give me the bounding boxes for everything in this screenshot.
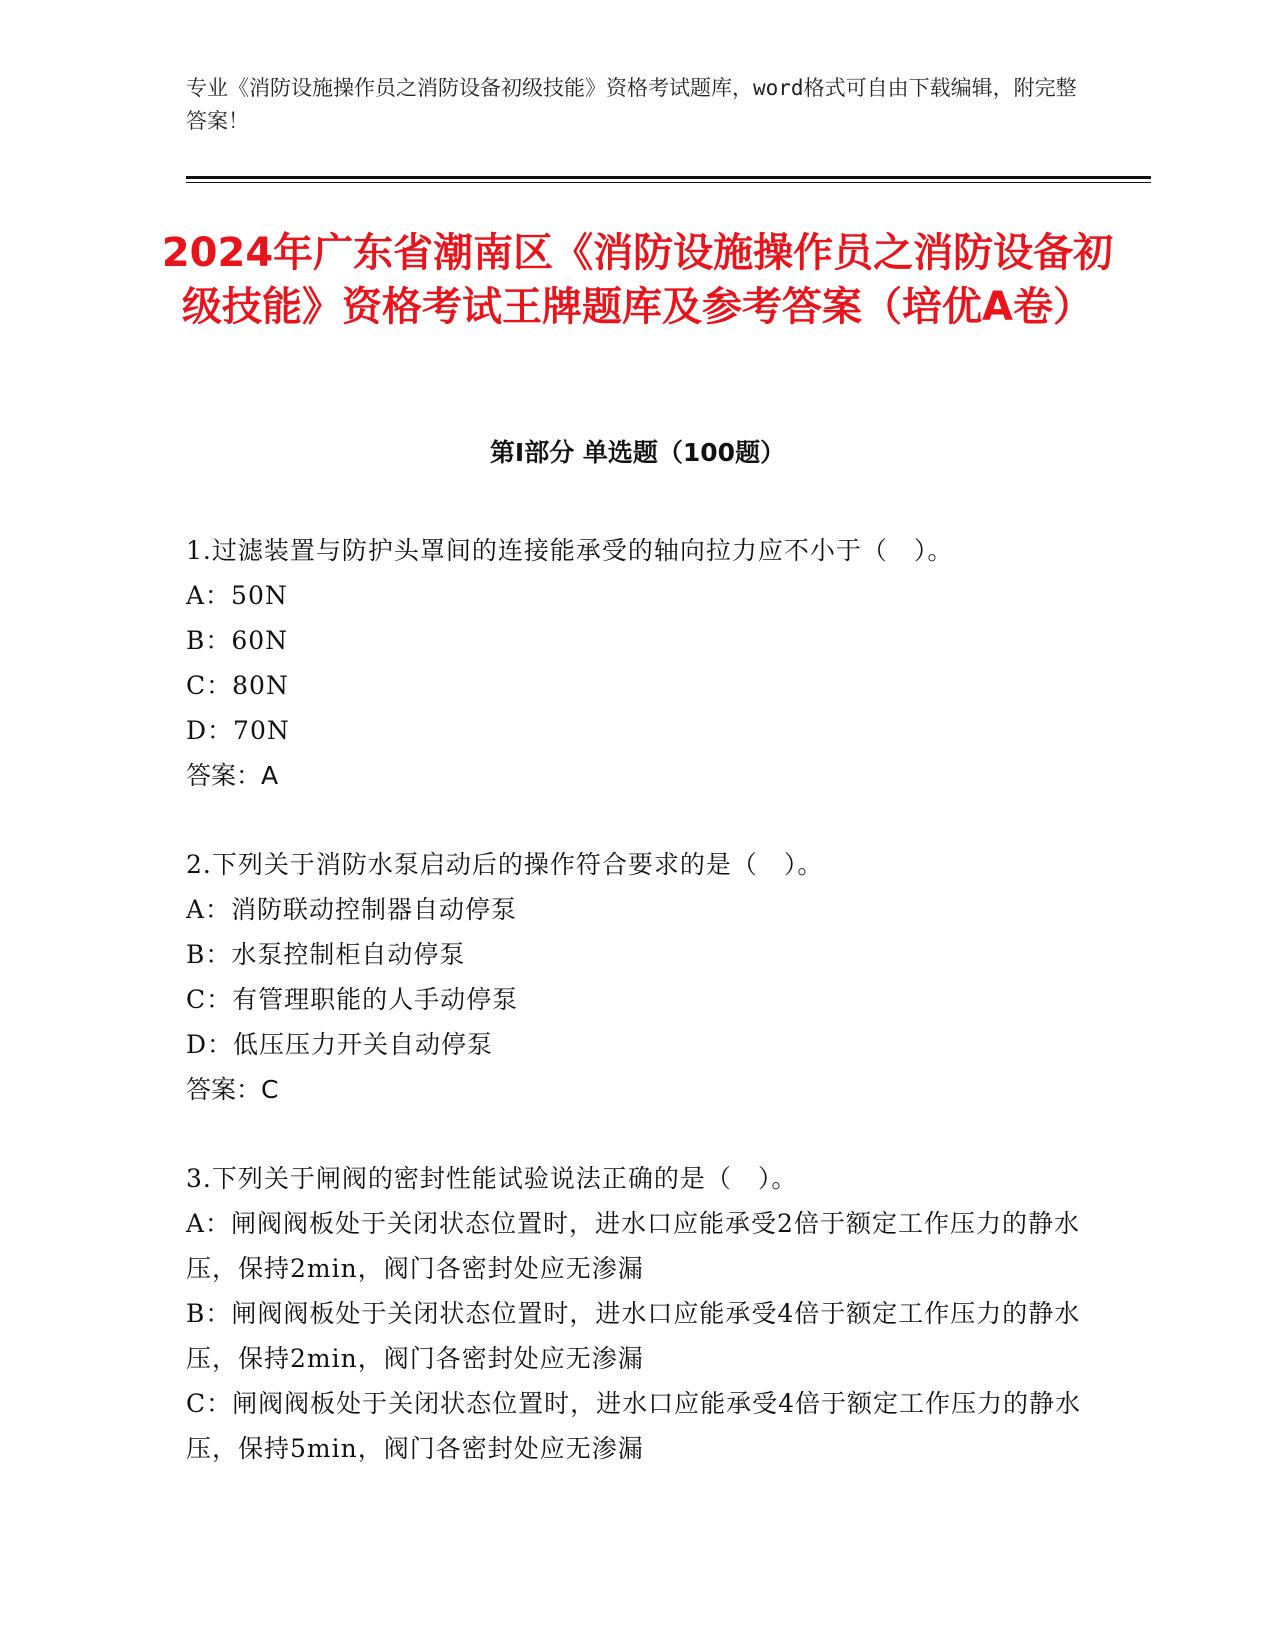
option-a: A：闸阀阀板处于关闭状态位置时，进水口应能承受2倍于额定工作压力的静水压，保持2min，阀门各密封处应无渗漏	[186, 1209, 1080, 1283]
question-stem: 3.下列关于闸阀的密封性能试验说法正确的是（ ）。	[186, 1164, 798, 1193]
option-b: B：闸阀阀板处于关闭状态位置时，进水口应能承受4倍于额定工作压力的静水压，保持2min，阀门各密封处应无渗漏	[186, 1299, 1081, 1373]
option-b: B：水泵控制柜自动停泵	[186, 940, 466, 969]
header-divider-thick	[186, 176, 1151, 179]
question-stem: 2.下列关于消防水泵启动后的操作符合要求的是（ ）。	[186, 850, 824, 879]
option-a: A：50N	[186, 581, 288, 610]
question-1	[186, 528, 1086, 798]
option-c: C：闸阀阀板处于关闭状态位置时，进水口应能承受4倍于额定工作压力的静水压，保持5min，阀门各密封处应无渗漏	[186, 1389, 1082, 1463]
option-d: D：低压压力开关自动停泵	[186, 1030, 494, 1059]
header-note: 专业《消防设施操作员之消防设备初级技能》资格考试题库，word格式可自由下载编辑，附完整答案！	[186, 76, 1077, 133]
option-b: B：60N	[186, 626, 289, 655]
question-3	[186, 1156, 1086, 1471]
option-c: C：有管理职能的人手动停泵	[186, 985, 519, 1014]
option-d: D：70N	[186, 716, 290, 745]
answer-line: 答案：C	[186, 1075, 279, 1104]
header-divider-thin	[186, 182, 1151, 183]
option-a: A：消防联动控制器自动停泵	[186, 895, 518, 924]
section-heading: 第Ⅰ部分 单选题（100题）	[489, 438, 786, 467]
answer-line: 答案：A	[186, 761, 279, 790]
question-stem: 1.过滤装置与防护头罩间的连接能承受的轴向拉力应不小于（ ）。	[186, 536, 954, 565]
option-c: C：80N	[186, 671, 289, 700]
question-list	[186, 528, 1086, 1515]
document-title: 2024年广东省潮南区《消防设施操作员之消防设备初级技能》资格考试王牌题库及参考答案（培优A卷）	[161, 230, 1114, 330]
question-2	[186, 842, 1086, 1112]
